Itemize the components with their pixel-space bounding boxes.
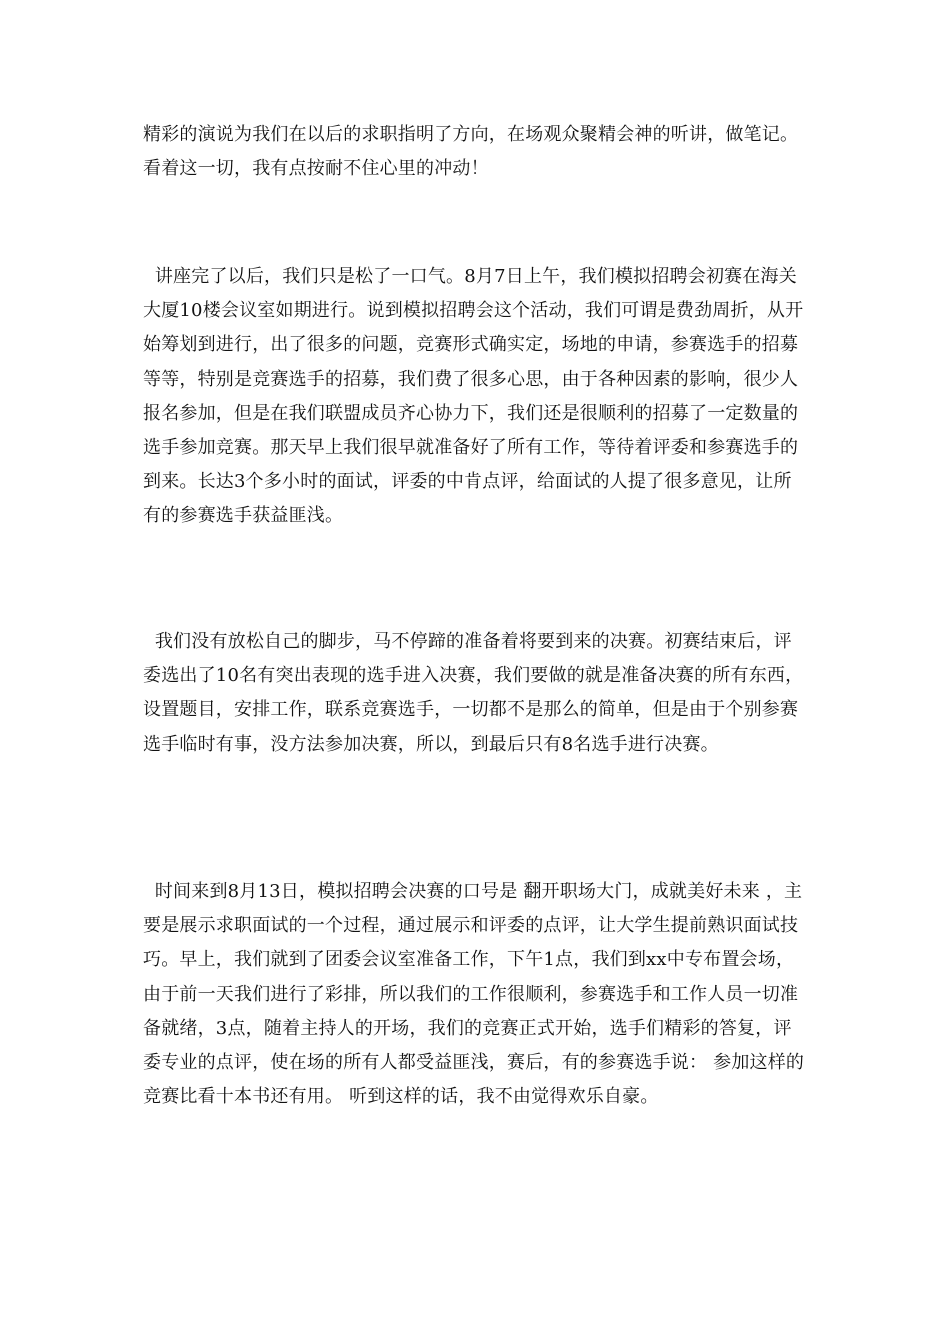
paragraph-preliminary-round: 讲座完了以后，我们只是松了一口气。8月7日上午，我们模拟招聘会初赛在海关大厦10楼会议室如期进行。说到模拟招聘会这个活动，我们可谓是费劲周折，从开始筹划到进行，出了很多的问题，竞赛形式确实定，场地的申请，参赛选手的招募等等，特别是竞赛选手的招募，我们费了很多心思，由于各种因素的影响，很少人报名参加，但是在我们联盟成员齐心协力下，我们还是很顺利的招募了一定数量的选手参加竞赛。那天早上我们很早就准备好了所有工作，等待着评委和参赛选手的到来。长达3个多小时的面试，评委的中肯点评，给面试的人提了很多意见，让所有的参赛选手获益匪浅。	[143, 266, 804, 527]
paragraph-speech-reflection: 精彩的演说为我们在以后的求职指明了方向，在场观众聚精会神的听讲，做笔记。看着这一切，我有点按耐不住心里的冲动！	[143, 124, 799, 180]
paragraph-final-round: 时间来到8月13日，模拟招聘会决赛的口号是 翻开职场大门，成就美好未来 ，主要是展示求职面试的一个过程，通过展示和评委的点评，让大学生提前熟识面试技巧。早上，我们就到了团委会议室准备工作，下午1点，我们到xx中专布置会场，由于前一天我们进行了彩排，所以我们的工作很顺利，参赛选手和工作人员一切准备就绪，3点，随着主持人的开场，我们的竞赛正式开始，选手们精彩的答复，评委专业的点评，使在场的所有人都受益匪浅，赛后，有的参赛选手说： 参加这样的竞赛比看十本书还有用。 听到这样的话，我不由觉得欢乐自豪。	[143, 881, 805, 1108]
paragraph-final-preparation: 我们没有放松自己的脚步，马不停蹄的准备着将要到来的决赛。初赛结束后，评委选出了10名有突出表现的选手进入决赛，我们要做的就是准备决赛的所有东西，设置题目，安排工作，联系竞赛选手，一切都不是那么的简单，但是由于个别参赛选手临时有事，没方法参加决赛，所以，到最后只有8名选手进行决赛。	[143, 631, 804, 755]
